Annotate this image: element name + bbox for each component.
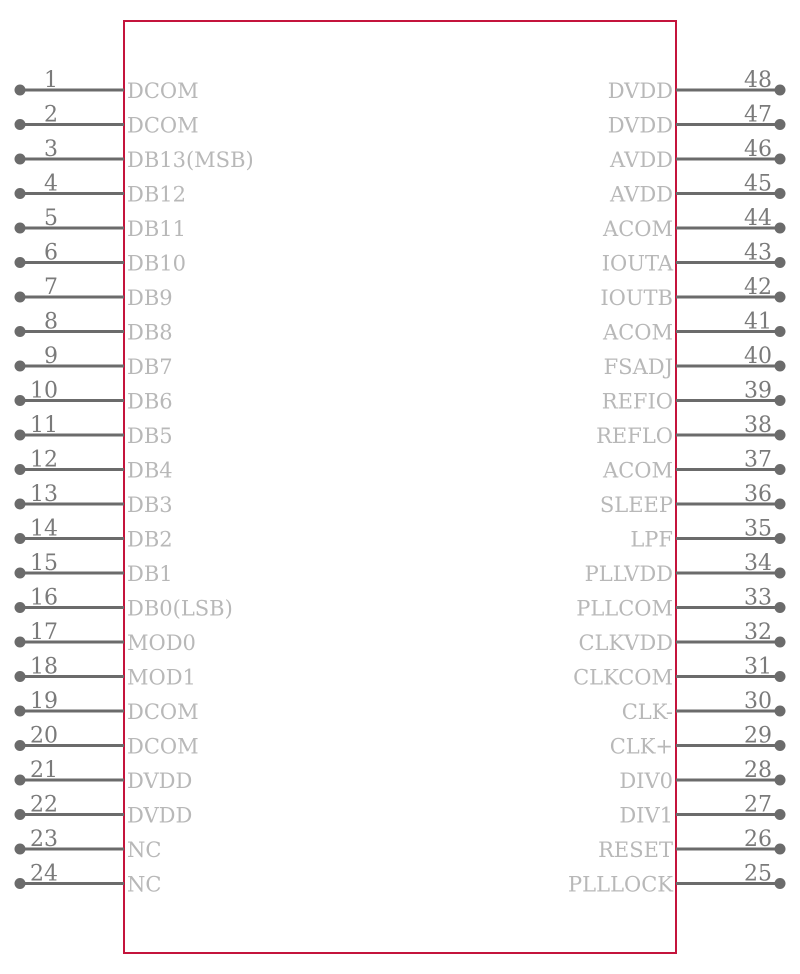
pin-label: LPF bbox=[630, 527, 673, 552]
pin-number: 13 bbox=[30, 482, 58, 507]
pin-label: MOD1 bbox=[127, 665, 196, 690]
pin-endpoint bbox=[15, 223, 26, 234]
pin-label: DCOM bbox=[127, 113, 199, 138]
pin-label: PLLVDD bbox=[584, 562, 673, 586]
pin-number: 48 bbox=[744, 68, 772, 93]
right-pin bbox=[600, 275, 785, 310]
pin-endpoint bbox=[775, 430, 786, 441]
pin-label: ACOM bbox=[603, 217, 673, 241]
left-pin bbox=[15, 275, 173, 310]
left-pin bbox=[15, 310, 173, 345]
pin-endpoint bbox=[775, 740, 786, 751]
left-pin-group bbox=[15, 68, 254, 897]
pin-endpoint bbox=[15, 85, 26, 96]
pin-number: 33 bbox=[744, 585, 772, 611]
right-pin bbox=[596, 413, 785, 448]
pin-number: 10 bbox=[30, 378, 58, 404]
right-pin bbox=[630, 517, 785, 552]
pin-number: 29 bbox=[744, 723, 772, 749]
pin-label: DB6 bbox=[127, 389, 173, 414]
pin-number: 2 bbox=[44, 102, 58, 128]
left-pin bbox=[15, 724, 199, 759]
pin-endpoint bbox=[775, 775, 786, 786]
pin-number: 40 bbox=[744, 344, 772, 369]
pin-endpoint bbox=[775, 85, 786, 96]
pin-endpoint bbox=[15, 464, 26, 475]
pin-number: 30 bbox=[744, 689, 772, 714]
left-pin bbox=[15, 862, 162, 897]
right-pin bbox=[619, 793, 785, 828]
pin-endpoint bbox=[15, 671, 26, 682]
pin-endpoint bbox=[15, 568, 26, 579]
pin-endpoint bbox=[15, 775, 26, 786]
left-pin bbox=[15, 758, 193, 793]
pin-label: DCOM bbox=[127, 79, 199, 103]
pin-endpoint bbox=[775, 568, 786, 579]
pin-label: DB1 bbox=[127, 562, 173, 586]
pin-endpoint bbox=[15, 602, 26, 613]
right-pin bbox=[610, 724, 786, 759]
pin-number: 41 bbox=[744, 309, 772, 335]
right-pin bbox=[578, 620, 785, 655]
left-pin bbox=[15, 793, 193, 828]
pin-endpoint bbox=[15, 740, 26, 751]
pin-endpoint bbox=[775, 395, 786, 406]
pin-endpoint bbox=[15, 257, 26, 268]
pin-number: 11 bbox=[30, 413, 58, 438]
pin-label: CLK+ bbox=[609, 734, 673, 759]
left-pin bbox=[15, 655, 196, 690]
pin-label: AVDD bbox=[610, 148, 673, 172]
right-pin bbox=[604, 344, 786, 379]
right-pin bbox=[585, 551, 786, 586]
pin-label: DB5 bbox=[127, 424, 173, 448]
right-pin bbox=[602, 448, 785, 483]
pin-number: 5 bbox=[44, 206, 58, 231]
pin-endpoint bbox=[15, 809, 26, 820]
pin-number: 19 bbox=[30, 689, 58, 714]
pin-label: DB4 bbox=[127, 458, 173, 483]
pin-number: 21 bbox=[30, 758, 58, 783]
pin-number: 4 bbox=[44, 171, 58, 197]
pin-label: CLKCOM bbox=[573, 665, 673, 690]
right-pin bbox=[602, 206, 785, 241]
pin-endpoint bbox=[15, 533, 26, 544]
left-pin bbox=[15, 241, 187, 276]
pin-label: RESET bbox=[598, 838, 673, 862]
pin-number: 38 bbox=[744, 413, 772, 438]
pin-label: SLEEP bbox=[599, 493, 673, 517]
pin-number: 25 bbox=[744, 861, 772, 887]
pin-endpoint bbox=[775, 706, 786, 717]
pin-number: 44 bbox=[744, 206, 772, 231]
right-pin bbox=[622, 689, 786, 724]
pin-number: 9 bbox=[44, 344, 58, 369]
pin-endpoint bbox=[15, 395, 26, 406]
pin-label: NC bbox=[127, 872, 162, 897]
pin-number: 36 bbox=[744, 482, 772, 507]
pin-endpoint bbox=[775, 844, 786, 855]
left-pin bbox=[15, 482, 173, 517]
pin-endpoint bbox=[15, 706, 26, 717]
pin-endpoint bbox=[15, 878, 26, 889]
right-pin bbox=[576, 586, 785, 621]
pin-endpoint bbox=[775, 119, 786, 130]
right-pin bbox=[608, 103, 786, 138]
pin-number: 24 bbox=[30, 861, 58, 887]
pin-number: 12 bbox=[30, 447, 58, 473]
pin-endpoint bbox=[15, 119, 26, 130]
pin-number: 6 bbox=[44, 240, 58, 266]
pin-label: PLLLOCK bbox=[568, 872, 673, 897]
pin-number: 43 bbox=[744, 240, 772, 266]
pin-number: 39 bbox=[744, 378, 772, 404]
pin-endpoint bbox=[15, 326, 26, 337]
pin-label: CLK- bbox=[621, 700, 673, 724]
left-pin bbox=[15, 517, 173, 552]
left-pin bbox=[15, 827, 162, 862]
pin-number: 46 bbox=[744, 137, 772, 162]
pin-endpoint bbox=[775, 154, 786, 165]
left-pin bbox=[15, 137, 254, 172]
pin-number: 3 bbox=[44, 137, 58, 162]
pin-label: DB3 bbox=[127, 493, 173, 517]
left-pin bbox=[15, 620, 196, 655]
pin-label: DVDD bbox=[127, 769, 193, 793]
pin-label: PLLCOM bbox=[576, 596, 673, 621]
pin-endpoint bbox=[15, 188, 26, 199]
pin-label: REFLO bbox=[596, 424, 673, 448]
pin-endpoint bbox=[775, 464, 786, 475]
pin-number: 32 bbox=[744, 620, 772, 645]
pin-endpoint bbox=[15, 361, 26, 372]
left-pin bbox=[15, 206, 187, 241]
pin-label: FSADJ bbox=[603, 355, 673, 379]
pin-number: 37 bbox=[744, 447, 772, 473]
right-pin bbox=[608, 68, 786, 103]
pin-endpoint bbox=[775, 602, 786, 613]
pin-label: DB13(MSB) bbox=[127, 148, 254, 172]
pin-label: DB0(LSB) bbox=[127, 596, 233, 621]
pin-number: 23 bbox=[30, 827, 58, 852]
pin-number: 7 bbox=[44, 275, 58, 300]
pin-label: AVDD bbox=[610, 182, 673, 207]
pin-label: REFIO bbox=[601, 389, 673, 414]
left-pin bbox=[15, 103, 199, 138]
right-pin bbox=[573, 655, 785, 690]
left-pin bbox=[15, 379, 173, 414]
pin-label: DB10 bbox=[127, 251, 186, 276]
left-pin bbox=[15, 344, 173, 379]
pin-label: DIV0 bbox=[619, 769, 673, 793]
pin-label: DB2 bbox=[127, 527, 173, 552]
left-pin bbox=[15, 68, 199, 103]
pin-endpoint bbox=[15, 430, 26, 441]
pin-label: DCOM bbox=[127, 734, 199, 759]
left-pin bbox=[15, 689, 199, 724]
pin-number: 17 bbox=[30, 620, 58, 645]
pin-label: IOUTA bbox=[601, 251, 673, 276]
pin-label: DVDD bbox=[607, 79, 673, 103]
pin-number: 16 bbox=[30, 585, 58, 611]
pin-endpoint bbox=[775, 326, 786, 337]
pin-number: 47 bbox=[744, 102, 772, 128]
pin-label: ACOM bbox=[603, 320, 673, 345]
right-pin bbox=[609, 172, 785, 207]
right-pin bbox=[602, 310, 785, 345]
pin-endpoint bbox=[775, 292, 786, 303]
pin-label: DB8 bbox=[127, 320, 173, 345]
pin-number: 26 bbox=[744, 827, 772, 852]
right-pin bbox=[602, 379, 786, 414]
pin-endpoint bbox=[15, 844, 26, 855]
pin-label: DVDD bbox=[127, 803, 193, 828]
pin-endpoint bbox=[775, 809, 786, 820]
pin-endpoint bbox=[775, 637, 786, 648]
right-pin bbox=[600, 482, 786, 517]
pin-label: DIV1 bbox=[619, 803, 673, 828]
pin-number: 28 bbox=[744, 758, 772, 783]
pin-endpoint bbox=[775, 257, 786, 268]
pin-label: DVDD bbox=[607, 113, 673, 138]
pin-number: 8 bbox=[44, 309, 58, 335]
left-pin bbox=[15, 551, 173, 586]
pin-number: 27 bbox=[744, 792, 772, 818]
pin-number: 45 bbox=[744, 171, 772, 197]
pin-number: 42 bbox=[744, 275, 772, 300]
pin-label: DB12 bbox=[127, 182, 186, 207]
pin-label: NC bbox=[127, 838, 162, 862]
pin-number: 15 bbox=[30, 551, 58, 576]
pin-endpoint bbox=[775, 499, 786, 510]
left-pin bbox=[15, 172, 187, 207]
right-pin bbox=[609, 137, 785, 172]
pin-label: CLKVDD bbox=[578, 631, 673, 655]
pin-number: 20 bbox=[30, 723, 58, 749]
pin-label: DB9 bbox=[127, 286, 173, 310]
pin-endpoint bbox=[775, 671, 786, 682]
pin-endpoint bbox=[15, 637, 26, 648]
pin-number: 18 bbox=[30, 654, 58, 680]
right-pin bbox=[602, 241, 786, 276]
pin-label: DB11 bbox=[127, 217, 186, 241]
pin-endpoint bbox=[775, 361, 786, 372]
pin-endpoint bbox=[775, 188, 786, 199]
pin-label: MOD0 bbox=[127, 631, 196, 655]
pin-label: ACOM bbox=[603, 458, 673, 483]
pin-label: DB7 bbox=[127, 355, 173, 379]
right-pin bbox=[619, 758, 785, 793]
pin-endpoint bbox=[15, 154, 26, 165]
pin-number: 35 bbox=[744, 516, 772, 542]
left-pin bbox=[15, 413, 173, 448]
right-pin bbox=[598, 827, 785, 862]
pin-label: DCOM bbox=[127, 700, 199, 724]
pin-endpoint bbox=[775, 533, 786, 544]
pin-endpoint bbox=[775, 878, 786, 889]
pin-endpoint bbox=[15, 499, 26, 510]
pin-number: 14 bbox=[30, 516, 58, 542]
pin-number: 22 bbox=[30, 792, 58, 818]
pin-label: IOUTB bbox=[600, 286, 673, 310]
pin-endpoint bbox=[775, 223, 786, 234]
pin-endpoint bbox=[15, 292, 26, 303]
pin-number: 34 bbox=[744, 551, 772, 576]
pin-number: 31 bbox=[744, 654, 772, 680]
left-pin bbox=[15, 448, 173, 483]
pin-number: 1 bbox=[44, 68, 58, 93]
